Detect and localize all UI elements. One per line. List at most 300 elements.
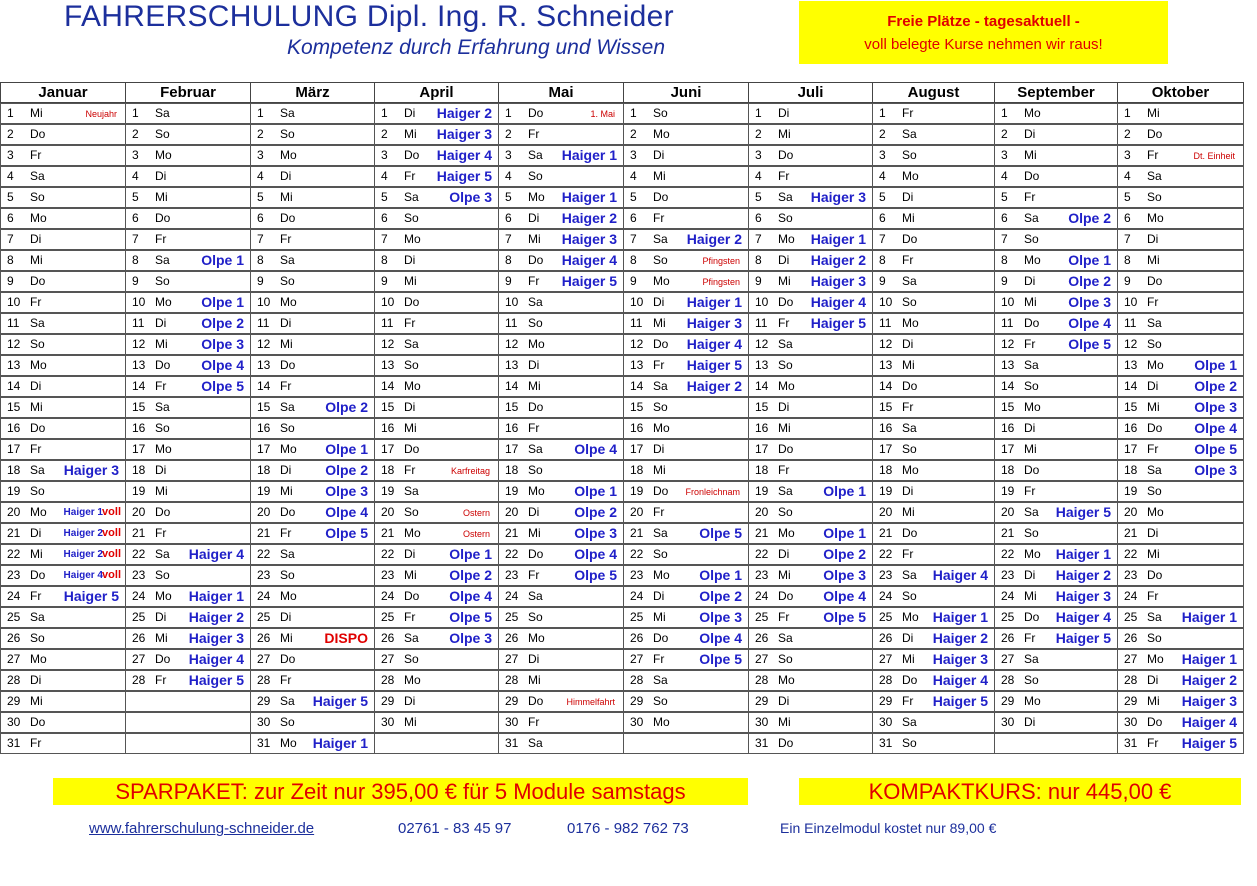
day-cell	[748, 628, 873, 649]
day-cell	[994, 586, 1118, 607]
weekday: Di	[1024, 127, 1036, 141]
course-event: Olpe 4	[1194, 420, 1237, 436]
day-cell	[125, 460, 251, 481]
weekday: Mi	[778, 568, 791, 582]
course-event: Haiger 2	[436, 105, 492, 121]
day-number: 12	[1124, 337, 1138, 351]
weekday: So	[1147, 484, 1162, 498]
weekday: Di	[653, 442, 665, 456]
day-number: 22	[755, 547, 769, 561]
day-cell	[1117, 712, 1244, 733]
day-number: 28	[132, 673, 146, 687]
day-number: 15	[1001, 400, 1015, 414]
holiday-label: Himmelfahrt	[566, 697, 615, 707]
weekday: So	[30, 190, 45, 204]
day-cell	[0, 670, 126, 691]
weekday: So	[653, 547, 668, 561]
course-event: Haiger 4	[1055, 609, 1111, 625]
day-cell	[748, 166, 873, 187]
day-cell	[125, 565, 251, 586]
phone-landline: 02761 - 83 45 97	[398, 820, 512, 837]
weekday: Do	[902, 379, 918, 393]
day-cell	[125, 523, 251, 544]
day-number: 11	[505, 316, 518, 330]
notice-line-1: Freie Plätze - tagesaktuell -	[887, 13, 1080, 30]
weekday: Sa	[155, 106, 170, 120]
day-cell	[374, 208, 499, 229]
weekday: Sa	[778, 631, 793, 645]
day-cell	[623, 565, 749, 586]
holiday-label: 1. Mai	[590, 109, 615, 119]
course-event: Olpe 4	[699, 630, 742, 646]
day-cell	[498, 103, 624, 124]
day-number: 14	[1001, 379, 1015, 393]
day-number: 26	[505, 631, 519, 645]
weekday: Di	[902, 484, 914, 498]
day-cell	[1117, 103, 1244, 124]
day-number: 7	[381, 232, 388, 246]
day-cell	[0, 187, 126, 208]
weekday: Do	[30, 568, 46, 582]
day-cell	[994, 145, 1118, 166]
weekday: Mi	[155, 484, 168, 498]
day-cell	[250, 691, 375, 712]
course-event: Haiger 5	[932, 693, 988, 709]
weekday: Di	[902, 631, 914, 645]
day-cell	[623, 481, 749, 502]
day-number: 14	[505, 379, 519, 393]
day-number: 1	[7, 106, 14, 120]
day-number: 3	[1124, 148, 1131, 162]
weekday: Fr	[1024, 190, 1036, 204]
day-cell	[1117, 187, 1244, 208]
weekday: Di	[1024, 715, 1036, 729]
day-cell	[250, 334, 375, 355]
course-event: Olpe 1	[823, 483, 866, 499]
weekday: So	[528, 463, 543, 477]
holiday-label: Fronleichnam	[685, 487, 740, 497]
day-number: 18	[630, 463, 644, 477]
day-cell	[374, 145, 499, 166]
month-header: Oktober	[1117, 82, 1244, 103]
weekday: Sa	[1147, 463, 1162, 477]
day-cell	[498, 460, 624, 481]
sparpaket-banner: SPARPAKET: zur Zeit nur 395,00 € für 5 Module samstags	[53, 778, 748, 805]
weekday: Do	[778, 295, 794, 309]
course-event: Haiger 1	[1055, 546, 1111, 562]
weekday: Di	[902, 190, 914, 204]
day-cell	[250, 229, 375, 250]
weekday: Di	[528, 652, 540, 666]
day-number: 31	[257, 736, 271, 750]
day-number: 22	[132, 547, 146, 561]
day-cell	[994, 649, 1118, 670]
day-number: 22	[630, 547, 644, 561]
weekday: Sa	[404, 631, 419, 645]
weekday: Do	[1147, 421, 1163, 435]
day-cell	[872, 418, 995, 439]
day-cell	[994, 355, 1118, 376]
day-number: 25	[257, 610, 271, 624]
day-cell	[498, 166, 624, 187]
day-number: 31	[505, 736, 519, 750]
day-number: 1	[505, 106, 512, 120]
day-number: 21	[879, 526, 893, 540]
day-number: 29	[381, 694, 395, 708]
weekday: Sa	[902, 127, 917, 141]
weekday: Mi	[30, 400, 43, 414]
day-number: 25	[505, 610, 519, 624]
day-number: 10	[132, 295, 146, 309]
course-event: Olpe 5	[1068, 336, 1111, 352]
day-cell	[872, 481, 995, 502]
weekday: Di	[280, 316, 292, 330]
weekday: Fr	[1147, 442, 1159, 456]
day-cell	[1117, 523, 1244, 544]
weekday: Do	[778, 442, 794, 456]
day-cell	[498, 691, 624, 712]
day-cell	[872, 439, 995, 460]
day-cell	[498, 607, 624, 628]
day-number: 23	[630, 568, 644, 582]
day-cell	[872, 313, 995, 334]
day-cell	[623, 523, 749, 544]
weekday: So	[1024, 673, 1039, 687]
day-cell	[623, 439, 749, 460]
day-number: 26	[257, 631, 271, 645]
weekday: Fr	[155, 379, 167, 393]
day-cell	[748, 208, 873, 229]
day-number: 27	[879, 652, 893, 666]
weekday: Do	[1024, 169, 1040, 183]
day-number: 24	[132, 589, 146, 603]
weekday: Fr	[1024, 337, 1036, 351]
weekday: So	[155, 127, 170, 141]
website-link[interactable]: www.fahrerschulung-schneider.de	[89, 820, 315, 837]
course-event: Haiger 4	[810, 294, 866, 310]
weekday: Di	[30, 232, 42, 246]
day-cell	[250, 208, 375, 229]
day-cell	[623, 103, 749, 124]
weekday: So	[653, 253, 668, 267]
day-cell	[374, 418, 499, 439]
day-cell	[748, 355, 873, 376]
weekday: Do	[155, 358, 171, 372]
day-number: 23	[132, 568, 146, 582]
weekday: Sa	[1024, 652, 1039, 666]
day-number: 9	[132, 274, 139, 288]
day-cell	[250, 460, 375, 481]
day-number: 27	[505, 652, 519, 666]
weekday: Fr	[1024, 631, 1036, 645]
course-event: Haiger 4	[561, 252, 617, 268]
weekday: So	[30, 337, 45, 351]
weekday: Mo	[653, 568, 670, 582]
day-cell	[0, 292, 126, 313]
day-cell	[125, 292, 251, 313]
weekday: Do	[653, 484, 669, 498]
day-cell	[498, 250, 624, 271]
course-event: Olpe 2	[699, 588, 742, 604]
day-cell	[1117, 313, 1244, 334]
day-cell	[623, 250, 749, 271]
day-cell	[250, 712, 375, 733]
day-number: 3	[257, 148, 264, 162]
day-cell	[0, 397, 126, 418]
weekday: Do	[528, 253, 544, 267]
weekday: Do	[778, 589, 794, 603]
weekday: Do	[404, 295, 420, 309]
day-number: 17	[1001, 442, 1015, 456]
day-cell	[994, 271, 1118, 292]
day-number: 25	[879, 610, 893, 624]
day-number: 21	[1124, 526, 1138, 540]
day-number: 28	[1001, 673, 1015, 687]
day-cell	[748, 502, 873, 523]
weekday: Mi	[155, 631, 168, 645]
day-cell	[498, 670, 624, 691]
day-cell	[994, 124, 1118, 145]
day-cell	[748, 397, 873, 418]
day-number: 2	[132, 127, 139, 141]
day-cell	[125, 355, 251, 376]
day-cell	[623, 208, 749, 229]
day-cell	[1117, 565, 1244, 586]
day-number: 10	[630, 295, 644, 309]
day-number: 11	[381, 316, 394, 330]
month-header: Mai	[498, 82, 624, 103]
day-cell	[250, 166, 375, 187]
weekday: Sa	[1147, 610, 1162, 624]
day-number: 2	[505, 127, 512, 141]
phone-mobile: 0176 - 982 762 73	[567, 820, 689, 837]
weekday: Mo	[280, 736, 297, 750]
weekday: Mo	[1024, 400, 1041, 414]
weekday: Mi	[404, 127, 417, 141]
weekday: Do	[778, 736, 794, 750]
day-number: 19	[505, 484, 519, 498]
day-number: 5	[1124, 190, 1131, 204]
weekday: Fr	[155, 673, 167, 687]
day-cell	[125, 166, 251, 187]
day-cell	[125, 439, 251, 460]
weekday: Fr	[155, 232, 167, 246]
day-number: 2	[1001, 127, 1008, 141]
course-event: Haiger 3	[561, 231, 617, 247]
day-cell	[374, 187, 499, 208]
day-number: 23	[879, 568, 893, 582]
day-number: 24	[1124, 589, 1138, 603]
weekday: Di	[404, 400, 416, 414]
day-number: 21	[257, 526, 271, 540]
weekday: Fr	[280, 379, 292, 393]
day-cell	[374, 376, 499, 397]
weekday: Mi	[778, 421, 791, 435]
course-event: Olpe 2	[1068, 273, 1111, 289]
day-number: 29	[879, 694, 893, 708]
day-number: 6	[505, 211, 512, 225]
weekday: Mi	[30, 547, 43, 561]
weekday: Mo	[30, 652, 47, 666]
day-number: 19	[879, 484, 893, 498]
course-event: Olpe 4	[823, 588, 866, 604]
weekday: Fr	[1147, 148, 1159, 162]
weekday: Di	[280, 463, 292, 477]
day-cell	[1117, 376, 1244, 397]
weekday: Di	[778, 106, 790, 120]
weekday: Fr	[280, 673, 292, 687]
day-number: 29	[1124, 694, 1138, 708]
weekday: Di	[778, 400, 790, 414]
day-number: 21	[755, 526, 769, 540]
day-cell	[0, 733, 126, 754]
weekday: So	[653, 400, 668, 414]
weekday: Fr	[778, 610, 790, 624]
weekday: Di	[1147, 526, 1159, 540]
day-number: 26	[1124, 631, 1138, 645]
day-cell	[994, 439, 1118, 460]
day-number: 8	[257, 253, 264, 267]
course-event: Olpe 4	[1068, 315, 1111, 331]
weekday: Sa	[902, 715, 917, 729]
day-number: 6	[1124, 211, 1131, 225]
weekday: Fr	[528, 715, 540, 729]
day-cell	[623, 355, 749, 376]
weekday: Mo	[30, 358, 47, 372]
holiday-label: Ostern	[462, 508, 490, 518]
day-cell	[872, 145, 995, 166]
weekday: Sa	[30, 463, 45, 477]
day-number: 1	[879, 106, 886, 120]
day-number: 10	[7, 295, 21, 309]
full-badge: voll	[102, 569, 121, 581]
course-event: Haiger 1	[810, 231, 866, 247]
day-number: 29	[7, 694, 21, 708]
day-cell	[498, 229, 624, 250]
weekday: Mo	[778, 232, 795, 246]
course-event: Haiger 3	[63, 462, 119, 478]
day-number: 4	[879, 169, 886, 183]
day-cell	[374, 292, 499, 313]
weekday: So	[155, 421, 170, 435]
weekday: Mo	[778, 673, 795, 687]
day-cell	[250, 481, 375, 502]
day-number: 27	[1001, 652, 1015, 666]
course-event: Olpe 1	[449, 546, 492, 562]
weekday: So	[155, 274, 170, 288]
weekday: Mi	[1147, 106, 1160, 120]
day-cell	[374, 313, 499, 334]
day-cell	[498, 355, 624, 376]
weekday: Mo	[902, 610, 919, 624]
day-number: 21	[1001, 526, 1015, 540]
day-number: 22	[257, 547, 271, 561]
weekday: Mo	[653, 274, 670, 288]
day-number: 20	[505, 505, 519, 519]
weekday: Do	[280, 652, 296, 666]
weekday: Mi	[280, 337, 293, 351]
day-cell	[748, 103, 873, 124]
day-cell	[250, 418, 375, 439]
day-cell	[0, 481, 126, 502]
course-event: Haiger 4	[932, 567, 988, 583]
weekday: Mo	[404, 232, 421, 246]
weekday: Di	[30, 379, 42, 393]
day-cell	[374, 124, 499, 145]
day-number: 2	[1124, 127, 1131, 141]
weekday: Fr	[1024, 484, 1036, 498]
day-number: 5	[7, 190, 14, 204]
day-cell	[498, 208, 624, 229]
weekday: Di	[902, 337, 914, 351]
weekday: Mo	[1147, 505, 1164, 519]
day-number: 30	[257, 715, 271, 729]
weekday: Mi	[528, 379, 541, 393]
holiday-label: Karfreitag	[450, 466, 490, 476]
day-cell	[872, 691, 995, 712]
month-header: August	[872, 82, 995, 103]
weekday: Fr	[653, 652, 665, 666]
weekday: Mo	[653, 127, 670, 141]
day-number: 3	[132, 148, 139, 162]
weekday: Di	[280, 610, 292, 624]
weekday: Fr	[30, 295, 42, 309]
day-number: 27	[257, 652, 271, 666]
day-cell	[250, 607, 375, 628]
course-event: Haiger 3	[932, 651, 988, 667]
weekday: Mi	[1024, 442, 1037, 456]
weekday: Sa	[280, 253, 295, 267]
day-cell	[250, 565, 375, 586]
weekday: Di	[528, 358, 540, 372]
day-cell	[994, 733, 1118, 754]
weekday: Mo	[778, 379, 795, 393]
weekday: So	[404, 505, 419, 519]
day-number: 24	[879, 589, 893, 603]
day-cell	[125, 334, 251, 355]
weekday: Di	[30, 673, 42, 687]
day-cell	[0, 313, 126, 334]
weekday: So	[30, 631, 45, 645]
weekday: So	[902, 442, 917, 456]
course-event: Haiger 2	[810, 252, 866, 268]
day-number: 28	[7, 673, 21, 687]
day-number: 18	[1124, 463, 1138, 477]
weekday: Di	[280, 169, 292, 183]
day-number: 8	[630, 253, 637, 267]
course-event: Haiger 4	[63, 570, 103, 581]
weekday: Sa	[1024, 358, 1039, 372]
day-number: 16	[7, 421, 21, 435]
day-cell	[872, 607, 995, 628]
weekday: Fr	[778, 169, 790, 183]
course-event: Olpe 3	[449, 630, 492, 646]
weekday: So	[778, 652, 793, 666]
day-number: 23	[1124, 568, 1138, 582]
weekday: Do	[280, 358, 296, 372]
weekday: Mi	[155, 337, 168, 351]
day-number: 12	[7, 337, 21, 351]
day-number: 6	[381, 211, 388, 225]
day-cell	[748, 418, 873, 439]
day-cell	[748, 460, 873, 481]
day-number: 3	[7, 148, 14, 162]
day-number: 3	[381, 148, 388, 162]
day-cell	[250, 313, 375, 334]
day-number: 13	[755, 358, 769, 372]
day-cell	[1117, 334, 1244, 355]
notice-line-2: voll belegte Kurse nehmen wir raus!	[864, 36, 1103, 53]
